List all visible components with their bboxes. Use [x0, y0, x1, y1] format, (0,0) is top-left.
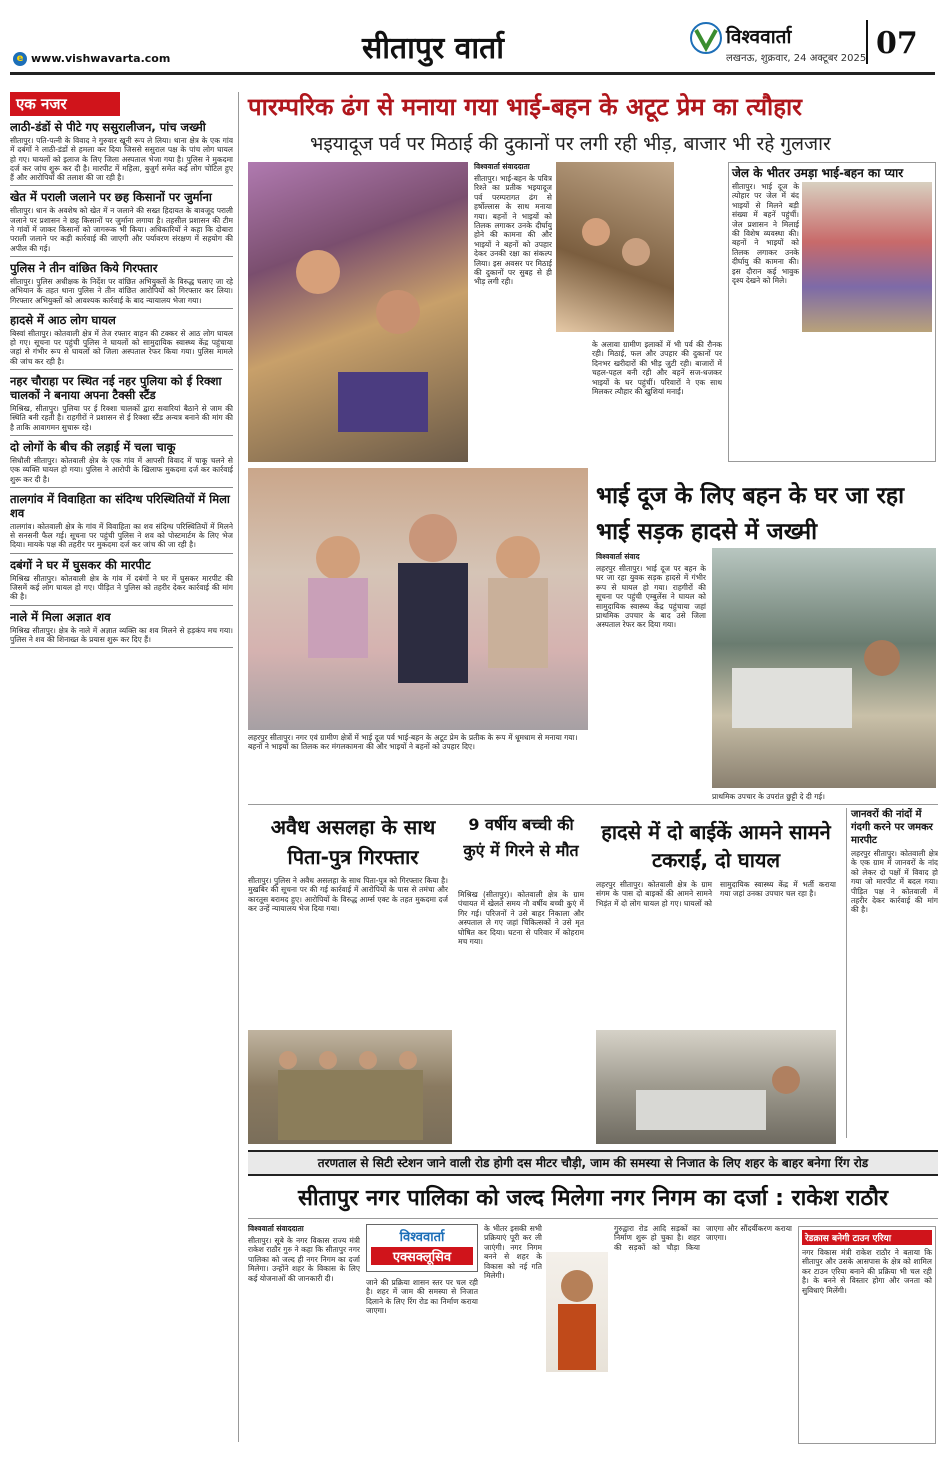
brand-logo-icon — [690, 22, 722, 54]
accident-headline: भाई दूज के लिए बहन के घर जा रहा भाई सड़क हादसे में जख्मी — [596, 483, 905, 545]
accident-body: लहरपुर सीतापुर। भाई दूज पर बहन के घर जा रहा युवक सड़क हादसे में गंभीर रूप से घायल हो गया। राहगीरों की सूचना पर पहुंची एम्बुलेंस ने घायल को सामुदायिक स्वास्थ्य केंद्र पहुंचाया जहां प्राथमिक उपचार के बाद उसे जिला अस्पताल रेफर कर दिया गया। — [596, 564, 706, 630]
print-registration-strip — [10, 1462, 935, 1470]
jail-headline: जेल के भीतर उमड़ा भाई-बहन का प्यार — [732, 166, 904, 180]
nagar-body-4: गुरुद्वारा रोड आदि सड़कों का निर्माण शुरू हो चुका है। शहर की सड़कों को चौड़ा किया जाएगा और सौंदर्यीकरण कराया जाएगा। — [614, 1224, 792, 1252]
accident-byline: विश्ववार्ता संवाद — [596, 552, 640, 561]
brief-headline: दो लोगों के बीच की लड़ाई में चला चाकू — [10, 439, 176, 454]
bike-headline: हादसे में दो बाईकें आमने सामने टकराईं, दो घायल — [601, 820, 831, 872]
nagar-byline: विश्ववार्ता संवाददाता — [248, 1224, 304, 1233]
nagar-headline: सीतापुर नगर पालिका को जल्द मिलेगा नगर निगम का दर्जा : राकेश राठौर — [297, 1186, 888, 1211]
side-box-title: रेडक्रास बनेगी टाउन एरिया — [802, 1230, 932, 1245]
badge-label: एक्सक्लूसिव — [371, 1247, 473, 1265]
bike-photo — [596, 1030, 836, 1144]
divider — [10, 185, 233, 186]
masthead — [0, 0, 945, 72]
brief-body: सीतापुर। पति-पत्नी के विवाद ने गुरुवार खूनी रूप ले लिया। थाना क्षेत्र के एक गांव में दबंगों ने लाठी-डंडों से हमला कर दिया जिससे ससुराल पक्ष के पांच लोग घायल हो गए। घायलों को इलाज के लिए जिला अस्पताल भेजा गया है। पुलिस ने मुकदमा दर्ज कर जांच शुरू कर दी है। मारपीट में महिला, बुजुर्ग समेत कई लोग चोटिल हुए हैं और आरोपियों की तलाश की जा रही है। — [10, 136, 233, 183]
accident-photo — [712, 548, 936, 788]
drain-body: लहरपुर सीतापुर। कोतवाली क्षेत्र के एक ग्राम में जानवरों के नांद को लेकर दो पक्षों में विवाद हो गया जो मारपीट में बदल गया। पीड़ित पक्ष ने कोतवाली में तहरीर देकर कार्रवाई की मांग की है। — [851, 849, 938, 915]
sidebar — [10, 92, 233, 1442]
brief-body: सीतापुर। धान के अवशेष को खेत में न जलाने की सख्त हिदायत के बावजूद पराली जलाने पर प्रशासन ने छह किसानों पर जुर्माना लगाया है। तहसील प्रशासन की टीम ने गांवों में जाकर किसानों को जागरूक भी किया। अधिकारियों ने कहा कि दोबारा पराली जलाने पर कड़ी कार्रवाई की जाएगी और पर्यावरण संरक्षण में सहयोग की अपील की गई। — [10, 206, 233, 253]
nagar-body-1: सीतापुर। सूबे के नगर विकास राज्य मंत्री राकेश राठौर गुरु ने कहा कि सीतापुर नगर पालिका को जल्द ही नगर निगम का दर्जा मिलेगा। उन्होंने शहर के विकास के लिए कई योजनाओं की जानकारी दी। — [248, 1236, 360, 1283]
well-headline: 9 वर्षीय बच्ची की कुएं में गिरने से मौत — [463, 815, 579, 860]
divider — [10, 605, 233, 606]
page-number: 07 — [876, 26, 918, 61]
divider — [10, 308, 233, 309]
divider — [10, 647, 233, 648]
news-banner: तरणताल से सिटी स्टेशन जाने वाली रोड होगी दस मीटर चौड़ी, जाम की समस्या से निजात के लिए शहर के बाहर बनेगा रिंग रोड — [248, 1150, 938, 1176]
brief-body: सीतापुर। पुलिस अधीक्षक के निर्देश पर वांछित अभियुक्तों के विरुद्ध चलाए जा रहे अभियान के तहत थाना पुलिस ने तीन वांछित आरोपियों को गिरफ्तार कर लिया। गिरफ्तार अभियुक्तों को आवश्यक कार्रवाई के बाद न्यायालय भेजा गया। — [10, 276, 233, 305]
page-title: सीतापुर वार्ता — [362, 31, 504, 66]
jail-body: सीतापुर। भाई दूज के त्योहार पर जेल में बंद भाइयों से मिलने बड़ी संख्या में बहनें पहुंचीं। जेल प्रशासन ने मिलाई की विशेष व्यवस्था की। बहनों ने भाइयों को तिलक लगाकर उनके दीर्घायु की कामना की। इस दौरान कई भावुक दृश्य देखने को मिले। — [732, 182, 799, 286]
brand-name: विश्ववार्ता — [726, 26, 792, 48]
police-photo — [248, 1030, 452, 1144]
jail-story — [728, 162, 936, 462]
nagar-side-box — [798, 1226, 936, 1444]
lead-subhead: भइयादूज पर्व पर मिठाई की दुकानों पर लगी रही भीड़, बाजार भी रहे गुलजार — [310, 133, 831, 155]
brief-body: मिश्रिख सीतापुर। कोतवाली क्षेत्र के गांव में दबंगों ने घर में घुसकर मारपीट की जिसमें कई लोग घायल हो गए। पीड़ित ने पुलिस को तहरीर देकर कार्रवाई की मांग की है। — [10, 573, 233, 602]
nagar-body-2: जाने की प्रक्रिया शासन स्तर पर चल रही है। शहर में जाम की समस्या से निजात दिलाने के लिए रिंग रोड का निर्माण कराया जाएगा। — [366, 1278, 478, 1316]
sidebar-section-title: एक नजर — [10, 92, 120, 116]
divider — [10, 435, 233, 436]
brief-headline: पुलिस ने तीन वांछित किये गिरफ्तार — [10, 260, 158, 275]
nagar-body-3: के भीतर इसकी सभी प्रक्रियाएं पूरी कर ली जाएंगी। नगर निगम बनने से शहर के विकास को नई गति मिलेगी। — [484, 1224, 542, 1281]
brief-list — [10, 120, 233, 648]
lead-photo-kids — [248, 468, 588, 730]
badge-brand: विश्ववार्ता — [399, 1230, 445, 1245]
dateline: लखनऊ, शुक्रवार, 24 अक्टूबर 2025 — [726, 53, 867, 64]
site-url[interactable]: www.vishwavarta.com — [31, 52, 171, 65]
divider — [10, 256, 233, 257]
brief-body: मिश्रिख सीतापुर। क्षेत्र के नाले में अज्ञात व्यक्ति का शव मिलने से हड़कंप मच गया। पुलिस ने शव की शिनाख्त के प्रयास शुरू कर दिए हैं। — [10, 625, 233, 644]
brief-body: मिश्रिख, सीतापुर। पुलिया पर ई रिक्शा चालकों द्वारा सवारियां बैठाने से जाम की स्थिति बनी रहती है। राहगीरों ने प्रशासन से ई रिक्शा स्टैंड अन्यत्र बनाने की मांग की है ताकि आवागमन सुचारू रहे। — [10, 404, 233, 432]
divider — [10, 553, 233, 554]
lead-body-1: सीतापुर। भाई-बहन के पवित्र रिश्ते का प्रतीक भइयादूज पर्व परम्परागत ढंग से हर्षोल्लास के साथ मनाया गया। बहनों ने भाइयों को तिलक लगाकर उनके दीर्घायु होने की कामना की और भाइयों ने बहनों को उपहार देकर उनकी रक्षा का संकल्प लिया। इस अवसर पर मिठाई की दुकानों पर सुबह से ही भीड़ लगी रही। — [474, 174, 552, 287]
brief-body: तालगांव। कोतवाली क्षेत्र के गांव में विवाहिता का शव संदिग्ध परिस्थितियों में मिलने से सनसनी फैल गई। सूचना पर पहुंची पुलिस ने शव को पोस्टमार्टम के लिए भेज दिया। मायके पक्ष की तहरीर पर मुकदमा दर्ज कर जांच की जा रही है। — [10, 521, 233, 550]
minister-photo — [546, 1252, 608, 1372]
brief-body: सिधौली सीतापुर। कोतवाली क्षेत्र के एक गांव में आपसी विवाद में चाकू चलने से एक व्यक्ति घायल हो गया। पुलिस ने आरोपी के खिलाफ मुकदमा दर्ज कर कार्रवाई शुरू कर दी है। — [10, 455, 233, 484]
brief-headline: खेत में पराली जलाने पर छह किसानों पर जुर्माना — [10, 190, 212, 205]
brief-headline: दबंगों ने घर में घुसकर की मारपीट — [10, 557, 151, 572]
side-box-body: नगर विकास मंत्री राकेश राठौर ने बताया कि सीतापुर और उसके आसपास के क्षेत्र को शामिल कर टाउन एरिया बनाने की प्रक्रिया भी चल रही है। के बनने से विस्तार होगा और जनता को सुविधाएं मिलेंगी। — [802, 1248, 932, 1295]
well-body: मिश्रिख (सीतापुर)। कोतवाली क्षेत्र के ग्राम पंचायत में खेलते समय नौ वर्षीय बच्ची कुएं में गिर गई। परिजनों ने उसे बाहर निकाला और अस्पताल ले गए जहां चिकित्सकों ने उसे मृत घोषित कर दिया। घटना से परिवार में कोहराम मच गया। — [458, 890, 584, 947]
lead-photo-caption: लहरपुर सीतापुर। नगर एवं ग्रामीण क्षेत्रों में भाई दूज पर्व भाई-बहन के अटूट प्रेम के प्रतीक के रूप में धूमधाम से मनाया गया। बहनों ने भाइयों का तिलक कर मंगलकामना की और भाइयों ने बहनों को उपहार दिए। — [248, 733, 578, 752]
brief-headline: हादसे में आठ लोग घायल — [10, 312, 116, 327]
exclusive-badge — [366, 1224, 478, 1272]
lead-byline: विश्ववार्ता संवाददाता — [474, 162, 530, 171]
brief-body: बिस्वां सीतापुर। कोतवाली क्षेत्र में तेज रफ्तार वाहन की टक्कर से आठ लोग घायल हो गए। सूचना पर पहुंची पुलिस ने घायलों को सामुदायिक स्वास्थ्य केंद्र पहुंचाया जहां से गंभीर रूप से घायलों को जिला अस्पताल रेफर किया गया। पुलिस मामले की जांच कर रही है। — [10, 328, 233, 366]
lead-body-3 — [680, 162, 722, 332]
arms-headline: अवैध असलहा के साथ पिता-पुत्र गिरफ्तार — [270, 815, 436, 869]
lead-headline: पारम्परिक ढंग से मनाया गया भाई-बहन के अटूट प्रेम का त्यौहार — [248, 93, 802, 121]
brief-headline: तालगांव में विवाहिता का संदिग्ध परिस्थितियों में मिला शव — [10, 491, 230, 520]
divider — [10, 487, 233, 488]
ie-icon: e — [13, 52, 27, 66]
divider — [10, 369, 233, 370]
arms-body: सीतापुर। पुलिस ने अवैध असलहा के साथ पिता-पुत्र को गिरफ्तार किया है। मुखबिर की सूचना पर की गई कार्रवाई में आरोपियों के पास से तमंचा और कारतूस बरामद हुए। आरोपियों के विरुद्ध आर्म्स एक्ट के तहत मुकदमा दर्ज कर उन्हें न्यायालय भेज दिया गया। — [248, 876, 448, 914]
brief-headline: लाठी-डंडों से पीटे गए ससुरालीजन, पांच जख्मी — [10, 120, 206, 134]
lead-photo-main — [248, 162, 468, 462]
brief-headline: नहर चौराहा पर स्थित नई नहर पुलिया को ई रिक्शा चालकों ने बनाया अपना टैक्सी स्टैंड — [10, 374, 222, 403]
drain-headline: जानवरों की नांदों में गंदगी करने पर जमकर मारपीट — [851, 809, 933, 846]
drain-story — [846, 808, 938, 1138]
lead-photo-2 — [556, 162, 674, 332]
jail-photo — [802, 182, 932, 332]
bike-body: लहरपुर सीतापुर। कोतवाली क्षेत्र के ग्राम संगम के पास दो बाइकों की आमने सामने भिड़ंत में दो लोग घायल हो गए। घायलों को सामुदायिक स्वास्थ्य केंद्र में भर्ती कराया गया जहां उनका उपचार चल रहा है। — [596, 880, 836, 908]
lead-body-2: के अलावा ग्रामीण इलाकों में भी पर्व की रौनक रही। मिठाई, फल और उपहार की दुकानों पर दिनभर खरीदारों की भीड़ जुटी रही। बाजारों में चहल-पहल बनी रही और बहनें सज-धजकर भाइयों के घर पहुंचीं। परिवारों ने एक साथ मिलकर त्यौहार की खुशियां मनाईं। — [592, 340, 722, 397]
accident-caption: प्राथमिक उपचार के उपरांत छुट्टी दे दी गई। — [712, 792, 825, 801]
brief-headline: नाले में मिला अज्ञात शव — [10, 609, 111, 624]
